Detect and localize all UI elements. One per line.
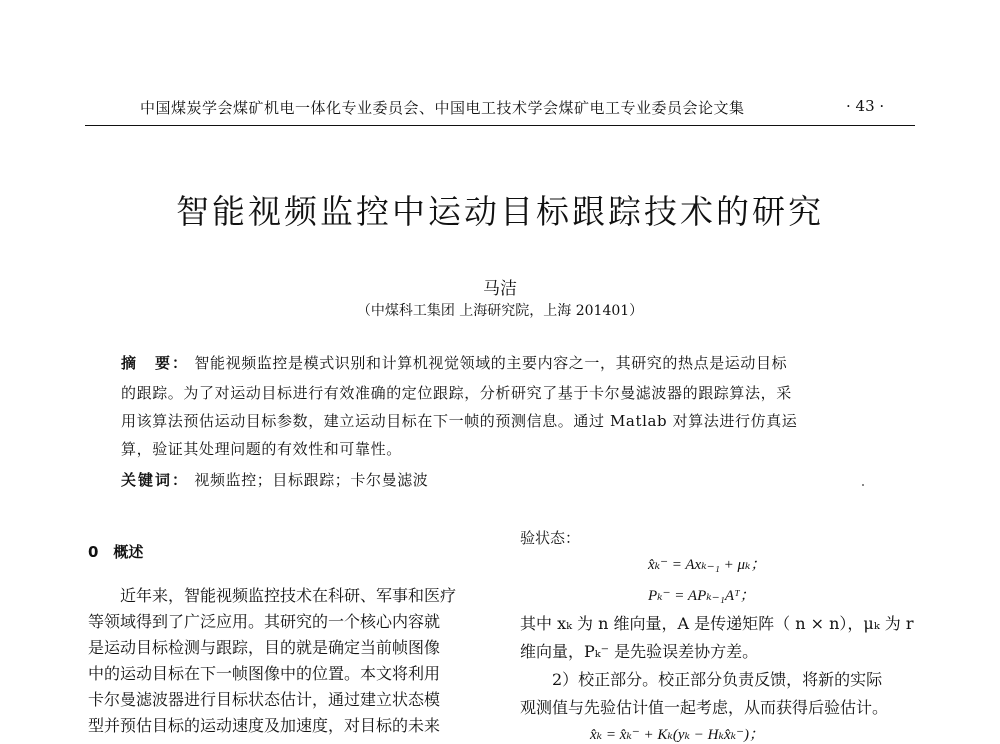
page-number: · 43 · — [846, 97, 885, 115]
abstract-label: 摘 要： — [121, 354, 190, 372]
section-heading: 0 概述 — [88, 543, 144, 561]
affiliation: （中煤科工集团 上海研究院，上海 201401） — [356, 303, 644, 319]
right-body-line: 2）校正部分。校正部分负责反馈，将新的实际 — [552, 670, 883, 689]
abstract-text: 智能视频监控是模式识别和计算机视觉领域的主要内容之一，其研究的热点是运动目标 — [194, 354, 788, 372]
left-body-line: 中的运动目标在下一帧图像中的位置。本文将利用 — [88, 664, 441, 683]
equation-prediction-state: x̂ₖ⁻ = Axₖ₋₁ + μₖ； — [648, 557, 766, 573]
right-body-line: 维向量，Pₖ⁻ 是先验误差协方差。 — [520, 642, 759, 661]
paper-title: 智能视频监控中运动目标跟踪技术的研究 — [176, 192, 824, 231]
equation-prediction-covariance: Pₖ⁻ = APₖ₋₁Aᵀ； — [648, 588, 755, 604]
right-intro: 验状态： — [520, 529, 581, 547]
keywords-text: 视频监控；目标跟踪；卡尔曼滤波 — [194, 471, 429, 489]
abstract-line-1 — [121, 352, 787, 373]
abstract-line-3: 用该算法预估运动目标参数，建立运动目标在下一帧的预测信息。通过 Matlab 对算法进行仿真运 — [121, 412, 798, 430]
header-rule — [85, 125, 915, 126]
left-body-line: 近年来，智能视频监控技术在科研、军事和医疗 — [120, 586, 457, 605]
abstract-line-4: 算，验证其处理问题的有效性和可靠性。 — [121, 440, 402, 458]
equation-correction-state: x̂ₖ = x̂ₖ⁻ + Kₖ(yₖ − Hₖx̂ₖ⁻)； — [590, 727, 764, 743]
right-body-line: 其中 xₖ 为 n 维向量，A 是传递矩阵（ n × n），μₖ 为 r — [520, 614, 914, 633]
left-body-line: 等领域得到了广泛应用。其研究的一个核心内容就 — [88, 612, 441, 631]
keywords-label: 关键词： — [121, 471, 190, 489]
running-header: 中国煤炭学会煤矿机电一体化专业委员会、中国电工技术学会煤矿电工专业委员会论文集 — [140, 99, 745, 117]
left-body-line: 是运动目标检测与跟踪，目的就是确定当前帧图像 — [88, 638, 441, 657]
abstract-line-2: 的跟踪。为了对运动目标进行有效准确的定位跟踪，分析研究了基于卡尔曼滤波器的跟踪算法，采 — [121, 384, 792, 402]
keywords-line — [121, 469, 428, 490]
scan-speck — [862, 484, 864, 486]
left-body-line: 卡尔曼滤波器进行目标状态估计，通过建立状态模 — [88, 690, 441, 709]
right-body-line: 观测值与先验估计值一起考虑，从而获得后验估计。 — [520, 698, 889, 717]
author: 马洁 — [483, 279, 517, 299]
left-body-line: 型并预估目标的运动速度及加速度，对目标的未来 — [88, 716, 441, 735]
